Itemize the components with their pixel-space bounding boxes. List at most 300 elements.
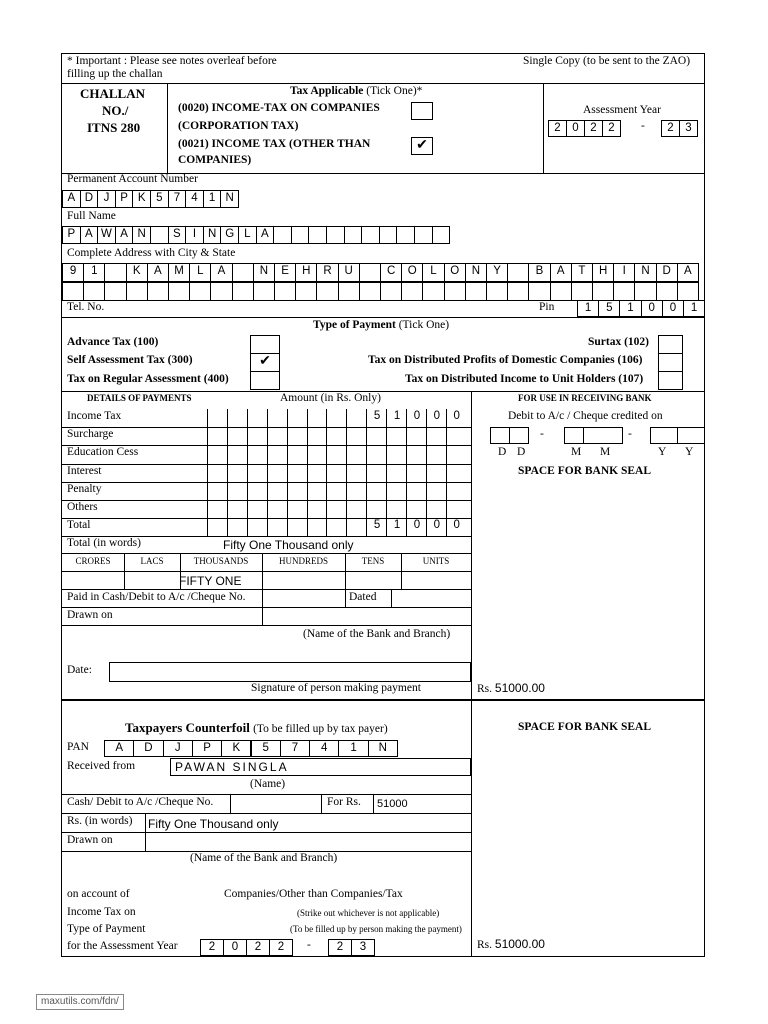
debit-credited-label: Debit to A/c / Cheque credited on <box>508 410 663 422</box>
name-char-box[interactable] <box>414 226 433 244</box>
pin-char-box[interactable]: 1 <box>683 300 705 317</box>
name-char-box[interactable]: G <box>220 226 239 244</box>
date-day-box[interactable] <box>490 427 510 444</box>
date-letter: D <box>498 446 507 458</box>
address-char-box[interactable] <box>444 282 466 301</box>
payment-row-label: Surcharge <box>67 428 114 441</box>
address-char-box[interactable] <box>147 282 169 301</box>
name-char-box[interactable]: N <box>132 226 151 244</box>
name-char-box[interactable]: A <box>256 226 275 244</box>
address-char-box[interactable]: U <box>338 263 360 282</box>
amount-digit-box[interactable] <box>346 445 367 464</box>
ay-digit[interactable]: 2 <box>584 120 603 137</box>
name-char-box[interactable]: W <box>97 226 116 244</box>
amount-digit-box[interactable] <box>307 518 328 537</box>
amount-digit-box[interactable] <box>326 445 347 464</box>
amount-digit-box[interactable] <box>227 409 248 428</box>
date-label: Date: <box>67 664 92 676</box>
challan-form: * Important : Please see notes overleaf before filling up the challan Single Copy (to be sent to the ZAO) CHALLAN NO./ ITNS 280 Tax Applicable (Tick One)* (0020) INCOME-TAX ON COMPANIES (CORPORATION TAX) (0021) INCOME TAX (OTHER THAN COMPANIES) ✔ Assessment Year 2 0 2 2 - 2 3 Permanent Account Number A D J P K 5 7 4 1 N Full Name P A W A N S I N G L A Complete Address with City & State 9 1 K A M L A N E H R U C O L O N Y B A T H I N D A Tel. No. Pin 1 5 1 0 0 1 Type of Payment (Tick One) Advance Tax (100) Self Assessment Tax (300) Tax on Regular Assessment (400) ✔ Surtax (102) Tax on Distributed Profits of Domestic Companies (106) Tax on Distributed Income to Unit Holders (107) DETAILS OF PAYMENTS Amount (in Rs. Only) FOR USE IN RECEIVING BANK Income Tax 5 1 0 0 0 Surcharge Education Cess Interest Penalty Others Total 5 1 0 0 0 Total (in words) Fifty One Thousand only CRORES LACS THOUSANDS HUNDREDS TENS UNITS FIFTY ONE Paid in Cash/Debit to A/c /Cheque No. Dated Drawn on (Name of the Bank and Branch) Date: Signature of person making payment Debit to A/c / Cheque credited on - - D D M M Y Y SPACE FOR BANK SEAL Rs. 51000.00 Taxpayers Counterfoil (To be filled up by tax payer) SPACE FOR BANK SEAL PAN A D J P K 5 7 4 1 N Received from PAWAN SINGLA (Name) Cash/ Debit to A/c /Cheque No. For Rs. 51000 Rs. (in words) Fifty One Thousand only Drawn on (Name of the Bank and Branch) on account of Companies/Other than Companies/Tax Income Tax on (Strike out whichever is not applicable) Type of Payment (To be filled up by person making the payment) for the Assessment Year 2 0 2 2 - 2 3 Rs. 51000.00 <box>61 53 705 957</box>
name-char-box[interactable]: A <box>80 226 99 244</box>
counterfoil-pan-box[interactable]: 5 <box>251 740 281 757</box>
amount-digit-box[interactable] <box>287 409 308 428</box>
amount-digit-box[interactable] <box>227 427 248 446</box>
challan-itns: ITNS 280 <box>87 120 141 135</box>
address-char-box[interactable]: I <box>613 263 635 282</box>
address-char-box[interactable]: L <box>189 263 211 282</box>
amount-digit-box[interactable] <box>326 464 347 483</box>
pan-char-box[interactable]: A <box>62 190 81 208</box>
amount-digit-box[interactable] <box>227 500 248 519</box>
denomination-header: CRORES <box>75 556 111 566</box>
received-from-label: Received from <box>67 760 136 772</box>
pin-char-box[interactable]: 0 <box>662 300 684 317</box>
address-char-box[interactable]: H <box>295 263 317 282</box>
amount-digit-box[interactable]: 0 <box>426 518 447 537</box>
pan-char-box[interactable]: 1 <box>203 190 222 208</box>
address-char-box[interactable] <box>316 282 338 301</box>
payment-row-label: Penalty <box>67 482 102 495</box>
pan-char-box[interactable]: P <box>115 190 134 208</box>
amount-digit-box[interactable] <box>247 482 268 501</box>
date-day-box[interactable] <box>509 427 529 444</box>
address-char-box[interactable] <box>422 282 444 301</box>
amount-digit-box[interactable] <box>267 409 288 428</box>
amount-digit-box[interactable] <box>406 445 427 464</box>
amount-digit-box[interactable] <box>227 482 248 501</box>
amount-digit-box[interactable] <box>267 445 288 464</box>
thousands-value[interactable]: FIFTY ONE <box>179 574 242 588</box>
payment-row-label: Interest <box>67 464 102 477</box>
date-letter: Y <box>685 446 694 458</box>
strike-out-note: (Strike out whichever is not applicable) <box>297 908 440 918</box>
counterfoil-title: Taxpayers Counterfoil (To be filled up by tax payer) <box>125 720 388 735</box>
amount-digit-box[interactable] <box>326 518 347 537</box>
full-name-label: Full Name <box>67 210 116 222</box>
amount-digit-box[interactable] <box>307 409 328 428</box>
unit-holders-checkbox[interactable] <box>658 371 683 390</box>
counterfoil-drawn-on-label: Drawn on <box>67 834 113 846</box>
distributed-profits-label: Tax on Distributed Profits of Domestic Companies (106) <box>368 354 643 366</box>
payment-row-label: Total <box>67 519 91 532</box>
received-from-value: PAWAN SINGLA <box>175 760 289 774</box>
address-char-box[interactable]: 1 <box>83 263 105 282</box>
name-char-box[interactable] <box>150 226 169 244</box>
amount-digit-box[interactable] <box>287 500 308 519</box>
amount-digit-box[interactable] <box>446 427 467 446</box>
bank-heading: FOR USE IN RECEIVING BANK <box>518 393 652 403</box>
address-char-box[interactable] <box>126 282 148 301</box>
name-char-box[interactable] <box>291 226 310 244</box>
self-assessment-checkbox[interactable]: ✔ <box>250 353 280 372</box>
surtax-label: Surtax (102) <box>588 336 650 348</box>
amount-digit-box[interactable] <box>346 500 367 519</box>
amount-digit-box[interactable] <box>326 482 347 501</box>
amount-digit-box[interactable] <box>307 482 328 501</box>
amount-digit-box[interactable] <box>207 500 228 519</box>
address-char-box[interactable]: D <box>656 263 678 282</box>
pin-label: Pin <box>539 301 555 313</box>
counterfoil-pan-box[interactable]: D <box>133 740 163 757</box>
date-field[interactable] <box>109 662 471 682</box>
tax-applicable-heading: Tax Applicable (Tick One)* <box>290 85 423 97</box>
amount-digit-box[interactable] <box>287 445 308 464</box>
address-char-box[interactable]: A <box>147 263 169 282</box>
single-copy-note: Single Copy (to be sent to the ZAO) <box>523 55 691 67</box>
counterfoil-ay-digit[interactable]: 2 <box>269 939 293 956</box>
amount-digit-box[interactable] <box>386 464 407 483</box>
amount-digit-box[interactable] <box>207 445 228 464</box>
address-char-box[interactable]: C <box>380 263 402 282</box>
name-caption: (Name) <box>250 778 286 790</box>
regular-assessment-checkbox[interactable] <box>250 371 280 390</box>
address-char-box[interactable] <box>592 282 614 301</box>
total-words-value[interactable]: Fifty One Thousand only <box>223 538 354 552</box>
dated-label: Dated <box>349 591 377 603</box>
amount-digit-box[interactable]: 0 <box>406 409 427 428</box>
name-char-box[interactable]: A <box>115 226 134 244</box>
amount-digit-box[interactable] <box>267 518 288 537</box>
address-char-box[interactable] <box>168 282 190 301</box>
amount-digit-box[interactable] <box>446 445 467 464</box>
counterfoil-ay-digit[interactable]: 2 <box>328 939 352 956</box>
denomination-header: HUNDREDS <box>278 556 328 566</box>
pan-char-box[interactable]: K <box>132 190 151 208</box>
amount-digit-box[interactable] <box>307 500 328 519</box>
amount-digit-box[interactable] <box>346 518 367 537</box>
address-char-box[interactable]: R <box>316 263 338 282</box>
companies-label: Companies/Other than Companies/Tax <box>224 888 403 900</box>
address-char-box[interactable] <box>465 282 487 301</box>
amount-digit-box[interactable] <box>247 427 268 446</box>
name-char-box[interactable] <box>432 226 451 244</box>
address-char-box[interactable] <box>486 282 508 301</box>
date-letter: D <box>517 446 526 458</box>
amount-digit-box[interactable]: 5 <box>366 518 387 537</box>
amount-digit-box[interactable] <box>207 518 228 537</box>
counterfoil-rs-amount: Rs. 51000.00 <box>477 937 545 951</box>
address-char-box[interactable]: H <box>592 263 614 282</box>
amount-digit-box[interactable] <box>207 464 228 483</box>
cash-cheque-label: Cash/ Debit to A/c /Cheque No. <box>67 796 214 808</box>
amount-digit-box[interactable] <box>247 518 268 537</box>
amount-digit-box[interactable] <box>227 445 248 464</box>
bank-rs-amount: Rs. 51000.00 <box>477 681 545 695</box>
address-char-box[interactable]: 9 <box>62 263 84 282</box>
amount-digit-box[interactable] <box>307 427 328 446</box>
date-letter: Y <box>658 446 667 458</box>
amount-digit-box[interactable] <box>406 500 427 519</box>
date-letter: M <box>600 446 611 458</box>
amount-digit-box[interactable] <box>346 482 367 501</box>
address-char-box[interactable] <box>571 282 593 301</box>
amount-digit-box[interactable] <box>227 518 248 537</box>
address-char-box[interactable] <box>634 282 656 301</box>
amount-digit-box[interactable] <box>207 482 228 501</box>
name-char-box[interactable] <box>273 226 292 244</box>
address-char-box[interactable] <box>401 282 423 301</box>
amount-digit-box[interactable] <box>406 464 427 483</box>
address-char-box[interactable]: T <box>571 263 593 282</box>
address-char-box[interactable]: E <box>274 263 296 282</box>
amount-digit-box[interactable] <box>366 500 387 519</box>
amount-digit-box[interactable]: 5 <box>366 409 387 428</box>
name-char-box[interactable]: S <box>168 226 187 244</box>
amount-digit-box[interactable] <box>287 482 308 501</box>
pan-char-box[interactable]: 7 <box>168 190 187 208</box>
amount-digit-box[interactable] <box>326 427 347 446</box>
address-char-box[interactable]: A <box>210 263 232 282</box>
amount-digit-box[interactable] <box>446 464 467 483</box>
amount-digit-box[interactable] <box>386 500 407 519</box>
amount-digit-box[interactable] <box>287 518 308 537</box>
important-note-line2: filling up the challan <box>67 68 163 80</box>
footer-url[interactable]: maxutils.com/fdn/ <box>36 994 124 1010</box>
address-char-box[interactable] <box>253 282 275 301</box>
name-char-box[interactable]: N <box>203 226 222 244</box>
amount-digit-box[interactable] <box>207 409 228 428</box>
amount-digit-box[interactable] <box>426 427 447 446</box>
amount-digit-box[interactable] <box>346 427 367 446</box>
amount-digit-box[interactable] <box>346 409 367 428</box>
type-of-payment-label: Type of Payment <box>67 923 146 935</box>
date-month-box[interactable] <box>583 427 623 444</box>
total-words-label: Total (in words) <box>67 537 141 549</box>
address-label: Complete Address with City & State <box>67 247 236 259</box>
bank-branch-caption: (Name of the Bank and Branch) <box>303 628 451 640</box>
pan-char-box[interactable]: 4 <box>185 190 204 208</box>
address-char-box[interactable]: A <box>677 263 699 282</box>
advance-tax-label: Advance Tax (100) <box>67 336 159 348</box>
address-char-box[interactable] <box>232 282 254 301</box>
address-char-box[interactable]: N <box>465 263 487 282</box>
amount-digit-box[interactable] <box>446 500 467 519</box>
pan-char-box[interactable]: J <box>97 190 116 208</box>
payment-row-label: Others <box>67 501 98 513</box>
for-rs-label: For Rs. <box>327 796 361 808</box>
amount-digit-box[interactable] <box>267 427 288 446</box>
address-char-box[interactable]: K <box>126 263 148 282</box>
counterfoil-pan-box[interactable]: K <box>221 740 251 757</box>
amount-digit-box[interactable] <box>247 445 268 464</box>
denomination-header: UNITS <box>422 556 450 566</box>
rs-in-words-label: Rs. (in words) <box>67 815 133 827</box>
counterfoil-pan-label: PAN <box>67 741 89 753</box>
income-tax-on-label: Income Tax on <box>67 906 136 918</box>
on-account-label: on account of <box>67 888 130 900</box>
amount-digit-box[interactable] <box>366 445 387 464</box>
address-char-box[interactable]: O <box>444 263 466 282</box>
amount-digit-box[interactable] <box>386 445 407 464</box>
amount-digit-box[interactable] <box>406 482 427 501</box>
amount-digit-box[interactable]: 0 <box>406 518 427 537</box>
signature-caption: Signature of person making payment <box>251 682 421 694</box>
tax-0021-checkbox[interactable]: ✔ <box>411 137 433 155</box>
address-char-box[interactable] <box>104 282 126 301</box>
amount-digit-box[interactable] <box>227 464 248 483</box>
amount-digit-box[interactable]: 1 <box>386 409 407 428</box>
amount-digit-box[interactable] <box>426 445 447 464</box>
amount-digit-box[interactable] <box>426 500 447 519</box>
name-char-box[interactable] <box>396 226 415 244</box>
counterfoil-ay-digit[interactable]: 0 <box>223 939 247 956</box>
for-rs-value[interactable]: 51000 <box>377 798 408 810</box>
type-of-payment-heading: Type of Payment (Tick One) <box>313 319 450 331</box>
challan-title: CHALLAN <box>80 86 146 101</box>
name-char-box[interactable]: L <box>238 226 257 244</box>
pin-char-box[interactable]: 1 <box>619 300 641 317</box>
address-char-box[interactable] <box>232 263 254 282</box>
rs-in-words-value[interactable]: Fifty One Thousand only <box>148 817 279 831</box>
date-letter: M <box>571 446 582 458</box>
name-char-box[interactable]: P <box>62 226 81 244</box>
tax-option-0020: (0020) INCOME-TAX ON COMPANIES <box>178 102 380 114</box>
amount-digit-box[interactable] <box>386 427 407 446</box>
assessment-year-label: Assessment Year <box>583 104 661 116</box>
bank-seal-space: SPACE FOR BANK SEAL <box>518 465 652 477</box>
ay-dash: - <box>641 120 645 132</box>
address-char-box[interactable] <box>380 282 402 301</box>
name-char-box[interactable] <box>379 226 398 244</box>
address-char-box[interactable] <box>507 282 529 301</box>
amount-digit-box[interactable] <box>207 427 228 446</box>
payment-row-label: Income Tax <box>67 410 122 422</box>
amount-digit-box[interactable] <box>366 427 387 446</box>
amount-digit-box[interactable] <box>267 500 288 519</box>
ay-digit[interactable]: 2 <box>661 120 680 137</box>
address-char-box[interactable] <box>359 282 381 301</box>
amount-digit-box[interactable] <box>366 482 387 501</box>
address-char-box[interactable]: M <box>168 263 190 282</box>
amount-digit-box[interactable]: 0 <box>446 518 467 537</box>
counterfoil-ay-digit[interactable]: 3 <box>351 939 375 956</box>
ay-digit[interactable]: 0 <box>566 120 585 137</box>
ay-digit[interactable]: 3 <box>679 120 698 137</box>
counterfoil-pan-box[interactable]: N <box>368 740 398 757</box>
address-char-box[interactable] <box>359 263 381 282</box>
ay-digit[interactable]: 2 <box>548 120 567 137</box>
name-char-box[interactable] <box>326 226 345 244</box>
amount-digit-box[interactable] <box>267 482 288 501</box>
amount-digit-box[interactable] <box>247 464 268 483</box>
amount-digit-box[interactable] <box>386 482 407 501</box>
address-char-box[interactable]: L <box>422 263 444 282</box>
amount-digit-box[interactable] <box>366 464 387 483</box>
surtax-checkbox[interactable] <box>658 335 683 354</box>
amount-digit-box[interactable] <box>346 464 367 483</box>
pan-char-box[interactable]: D <box>80 190 99 208</box>
pan-char-box[interactable]: N <box>220 190 239 208</box>
counterfoil-pan-box[interactable]: 4 <box>309 740 339 757</box>
amount-digit-box[interactable] <box>446 482 467 501</box>
amount-digit-box[interactable] <box>326 500 347 519</box>
address-char-box[interactable] <box>274 282 296 301</box>
address-char-box[interactable]: A <box>550 263 572 282</box>
amount-digit-box[interactable] <box>247 500 268 519</box>
address-char-box[interactable] <box>507 263 529 282</box>
tax-option-0021: (0021) INCOME TAX (OTHER THAN <box>178 138 371 150</box>
payments-heading: DETAILS OF PAYMENTS <box>87 393 192 403</box>
counterfoil-ay-digit[interactable]: 2 <box>200 939 224 956</box>
pin-char-box[interactable]: 1 <box>577 300 599 317</box>
address-char-box[interactable] <box>189 282 211 301</box>
date-month-box[interactable] <box>564 427 584 444</box>
address-char-box[interactable] <box>295 282 317 301</box>
denomination-header: LACS <box>140 556 164 566</box>
address-char-box[interactable] <box>528 282 550 301</box>
amount-digit-box[interactable] <box>426 464 447 483</box>
address-char-box[interactable] <box>83 282 105 301</box>
address-char-box[interactable] <box>677 282 699 301</box>
distributed-profits-checkbox[interactable] <box>658 353 683 372</box>
amount-digit-box[interactable] <box>287 427 308 446</box>
name-char-box[interactable] <box>361 226 380 244</box>
address-char-box[interactable]: N <box>634 263 656 282</box>
amount-digit-box[interactable] <box>307 445 328 464</box>
amount-digit-box[interactable] <box>247 409 268 428</box>
advance-tax-checkbox[interactable] <box>250 335 280 354</box>
counterfoil-bank-branch: (Name of the Bank and Branch) <box>190 852 338 864</box>
regular-assessment-label: Tax on Regular Assessment (400) <box>67 373 229 385</box>
amount-digit-box[interactable] <box>287 464 308 483</box>
address-char-box[interactable]: Y <box>486 263 508 282</box>
address-char-box[interactable] <box>550 282 572 301</box>
address-char-box[interactable] <box>613 282 635 301</box>
counterfoil-pan-box[interactable]: A <box>104 740 134 757</box>
amount-heading: Amount (in Rs. Only) <box>280 392 381 404</box>
counterfoil-pan-box[interactable]: 7 <box>280 740 310 757</box>
address-char-box[interactable] <box>210 282 232 301</box>
paid-in-cash-label: Paid in Cash/Debit to A/c /Cheque No. <box>67 591 246 603</box>
name-char-box[interactable] <box>344 226 363 244</box>
address-char-box[interactable] <box>62 282 84 301</box>
address-char-box[interactable] <box>338 282 360 301</box>
amount-digit-box[interactable]: 1 <box>386 518 407 537</box>
amount-digit-box[interactable] <box>307 464 328 483</box>
amount-digit-box[interactable] <box>267 464 288 483</box>
address-char-box[interactable]: B <box>528 263 550 282</box>
address-char-box[interactable]: N <box>253 263 275 282</box>
pan-char-box[interactable]: 5 <box>150 190 169 208</box>
pin-char-box[interactable]: 5 <box>598 300 620 317</box>
ay-digit[interactable]: 2 <box>602 120 621 137</box>
counterfoil-pan-box[interactable]: P <box>192 740 222 757</box>
address-char-box[interactable] <box>656 282 678 301</box>
counterfoil-pan-box[interactable]: J <box>163 740 193 757</box>
name-char-box[interactable]: I <box>185 226 204 244</box>
address-char-box[interactable]: O <box>401 263 423 282</box>
amount-digit-box[interactable] <box>326 409 347 428</box>
counterfoil-assessment-label: for the Assessment Year <box>67 940 178 952</box>
tax-0020-checkbox[interactable] <box>411 102 433 120</box>
amount-digit-box[interactable] <box>426 482 447 501</box>
counterfoil-pan-box[interactable]: 1 <box>338 740 368 757</box>
amount-digit-box[interactable]: 0 <box>446 409 467 428</box>
self-assessment-label: Self Assessment Tax (300) <box>67 354 193 366</box>
date-year-box[interactable] <box>677 427 705 444</box>
name-char-box[interactable] <box>308 226 327 244</box>
tax-option-0021-sub: COMPANIES) <box>178 154 252 166</box>
denomination-header: TENS <box>361 556 385 566</box>
drawn-on-label: Drawn on <box>67 609 113 621</box>
address-char-box[interactable] <box>104 263 126 282</box>
pin-char-box[interactable]: 0 <box>641 300 663 317</box>
amount-digit-box[interactable]: 0 <box>426 409 447 428</box>
counterfoil-ay-dash: - <box>307 939 311 951</box>
amount-digit-box[interactable] <box>406 427 427 446</box>
date-year-box[interactable] <box>650 427 678 444</box>
counterfoil-ay-digit[interactable]: 2 <box>246 939 270 956</box>
payment-row-label: Education Cess <box>67 446 139 459</box>
